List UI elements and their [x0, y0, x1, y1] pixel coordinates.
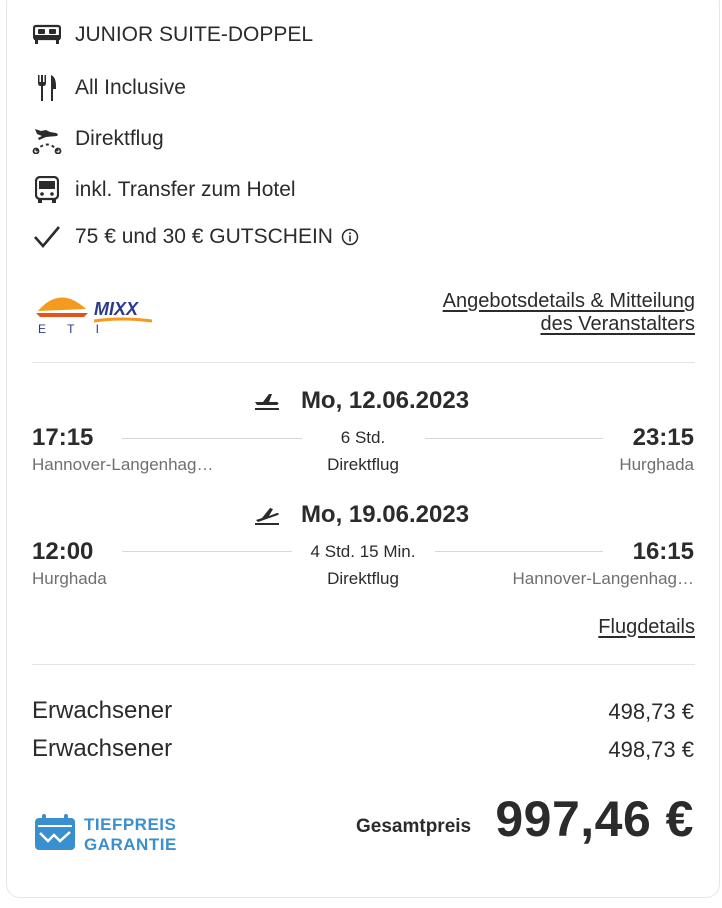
- return-dep-time: 12:00: [32, 538, 94, 565]
- divider: [32, 664, 695, 665]
- divider: [32, 362, 695, 363]
- bus-icon: [32, 175, 62, 205]
- return-arr-airport: Hannover-Langenhag…: [512, 569, 694, 588]
- feature-label: JUNIOR SUITE-DOPPEL: [75, 23, 314, 46]
- return-duration: 4 Std. 15 Min.: [310, 542, 416, 561]
- flight-line: [122, 551, 292, 552]
- logo-letters: E T I: [38, 322, 108, 336]
- feature-label: 75 € und 30 € GUTSCHEIN: [75, 225, 333, 248]
- flight-details-link[interactable]: Flugdetails: [598, 616, 695, 638]
- traveler-price: 498,73 €: [608, 737, 694, 762]
- provider-logo: [34, 287, 158, 339]
- checkmark-icon: [32, 222, 62, 252]
- feature-room: [32, 20, 313, 50]
- traveler-label: Erwachsener: [32, 697, 173, 724]
- low-price-guarantee: [34, 813, 177, 856]
- fork-knife-icon: [32, 73, 62, 103]
- feature-flight: [32, 124, 164, 154]
- feature-transfer: [32, 175, 296, 205]
- feature-board: [32, 73, 186, 103]
- flight-line: [425, 438, 603, 439]
- outbound-flight-type: Direktflug: [327, 455, 399, 474]
- outbound-date-row: [0, 387, 722, 415]
- flight-line: [122, 438, 302, 439]
- landing-plane-icon: [253, 504, 281, 526]
- bed-icon: [32, 20, 62, 50]
- feature-label: inkl. Transfer zum Hotel: [75, 178, 296, 201]
- outbound-duration: 6 Std.: [340, 428, 386, 447]
- traveler-price: 498,73 €: [608, 699, 694, 724]
- guarantee-text: [84, 815, 177, 855]
- return-flight-type: Direktflug: [327, 569, 399, 588]
- flight-line: [435, 551, 603, 552]
- return-dep-airport: Hurghada: [32, 569, 107, 588]
- guarantee-line1: TIEFPREIS: [84, 814, 177, 834]
- offer-link-line2: des Veranstalters: [540, 313, 695, 335]
- feature-voucher: [32, 222, 359, 252]
- traveler-label: Erwachsener: [32, 735, 173, 762]
- outbound-dep-time: 17:15: [32, 424, 94, 451]
- outbound-date: Mo, 12.06.2023: [300, 387, 470, 414]
- return-arr-time: 16:15: [632, 538, 694, 565]
- feature-label: All Inclusive: [75, 76, 186, 99]
- return-date-row: [0, 501, 722, 529]
- guarantee-line2: GARANTIE: [84, 834, 177, 854]
- direct-flight-icon: [32, 124, 62, 154]
- total-price-label: Gesamtpreis: [356, 816, 472, 837]
- return-date: Mo, 19.06.2023: [300, 501, 470, 528]
- info-icon[interactable]: [341, 228, 359, 246]
- offer-details-link[interactable]: [443, 290, 695, 336]
- logo-text: MIXX: [94, 299, 139, 319]
- outbound-arr-airport: Hurghada: [619, 455, 694, 474]
- total-price-value: 997,46 €: [495, 791, 694, 847]
- outbound-dep-airport: Hannover-Langenhag…: [32, 455, 214, 474]
- feature-label: Direktflug: [75, 127, 164, 150]
- offer-link-line1: Angebotsdetails & Mitteilung: [442, 290, 695, 312]
- outbound-arr-time: 23:15: [632, 424, 694, 451]
- takeoff-plane-icon: [253, 390, 281, 412]
- calendar-price-icon: [34, 813, 76, 856]
